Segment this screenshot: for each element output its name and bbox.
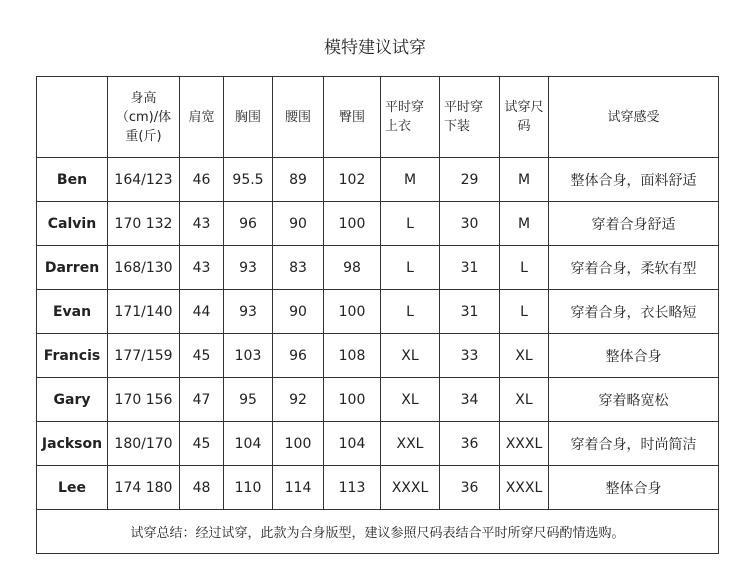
cell-waist: 83: [273, 246, 324, 290]
cell-hip: 102: [324, 158, 381, 202]
cell-usual-top: XXL: [381, 422, 440, 466]
cell-shoulder: 47: [180, 378, 224, 422]
cell-feeling: 整体合身: [549, 466, 719, 510]
cell-shoulder: 48: [180, 466, 224, 510]
cell-height-weight: 171/140: [108, 290, 180, 334]
cell-hip: 104: [324, 422, 381, 466]
cell-waist: 100: [273, 422, 324, 466]
cell-height-weight: 174 180: [108, 466, 180, 510]
cell-tried-size: XXXL: [500, 422, 549, 466]
cell-height-weight: 168/130: [108, 246, 180, 290]
cell-chest: 103: [224, 334, 273, 378]
cell-name: Lee: [37, 466, 108, 510]
cell-waist: 92: [273, 378, 324, 422]
cell-hip: 100: [324, 202, 381, 246]
header-cell-name: [37, 77, 108, 158]
cell-feeling: 整体合身，面料舒适: [549, 158, 719, 202]
cell-height-weight: 170 156: [108, 378, 180, 422]
cell-name: Calvin: [37, 202, 108, 246]
cell-waist: 90: [273, 290, 324, 334]
cell-hip: 113: [324, 466, 381, 510]
cell-usual-bottom: 29: [440, 158, 500, 202]
table-row: [37, 158, 719, 202]
cell-usual-bottom: 33: [440, 334, 500, 378]
cell-tried-size: XL: [500, 378, 549, 422]
cell-hip: 98: [324, 246, 381, 290]
cell-waist: 90: [273, 202, 324, 246]
header-row: [37, 77, 719, 158]
header-cell-hip: 臀围: [324, 77, 381, 158]
cell-chest: 104: [224, 422, 273, 466]
cell-tried-size: L: [500, 246, 549, 290]
cell-name: Ben: [37, 158, 108, 202]
cell-height-weight: 170 132: [108, 202, 180, 246]
cell-tried-size: XL: [500, 334, 549, 378]
cell-chest: 93: [224, 290, 273, 334]
fitting-table: [36, 76, 719, 554]
cell-shoulder: 46: [180, 158, 224, 202]
cell-usual-top: L: [381, 290, 440, 334]
cell-feeling: 穿着略宽松: [549, 378, 719, 422]
cell-shoulder: 43: [180, 246, 224, 290]
cell-shoulder: 45: [180, 422, 224, 466]
summary-row: [37, 510, 719, 554]
cell-name: Francis: [37, 334, 108, 378]
cell-usual-top: XXXL: [381, 466, 440, 510]
header-cell-shoulder: 肩宽: [180, 77, 224, 158]
cell-usual-bottom: 31: [440, 246, 500, 290]
cell-tried-size: L: [500, 290, 549, 334]
cell-tried-size: M: [500, 202, 549, 246]
table-row: [37, 466, 719, 510]
cell-usual-bottom: 36: [440, 466, 500, 510]
cell-height-weight: 180/170: [108, 422, 180, 466]
header-cell-usual-bottom: 平时穿 下装: [440, 77, 500, 158]
table-row: [37, 202, 719, 246]
cell-chest: 95: [224, 378, 273, 422]
table-row: [37, 290, 719, 334]
cell-hip: 100: [324, 378, 381, 422]
cell-shoulder: 45: [180, 334, 224, 378]
cell-usual-bottom: 31: [440, 290, 500, 334]
cell-feeling: 穿着合身舒适: [549, 202, 719, 246]
cell-name: Evan: [37, 290, 108, 334]
cell-height-weight: 177/159: [108, 334, 180, 378]
cell-usual-top: XL: [381, 334, 440, 378]
cell-usual-bottom: 36: [440, 422, 500, 466]
cell-name: Gary: [37, 378, 108, 422]
table-row: [37, 378, 719, 422]
page-title: 模特建议试穿: [324, 38, 426, 58]
cell-name: Darren: [37, 246, 108, 290]
cell-tried-size: XXXL: [500, 466, 549, 510]
table-row: [37, 334, 719, 378]
cell-tried-size: M: [500, 158, 549, 202]
cell-height-weight: 164/123: [108, 158, 180, 202]
cell-usual-bottom: 34: [440, 378, 500, 422]
header-cell-feeling: 试穿感受: [549, 77, 719, 158]
cell-feeling: 穿着合身，柔软有型: [549, 246, 719, 290]
cell-usual-bottom: 30: [440, 202, 500, 246]
cell-hip: 100: [324, 290, 381, 334]
cell-waist: 114: [273, 466, 324, 510]
cell-feeling: 穿着合身，衣长略短: [549, 290, 719, 334]
cell-chest: 96: [224, 202, 273, 246]
header-cell-waist: 腰围: [273, 77, 324, 158]
cell-hip: 108: [324, 334, 381, 378]
header-cell-height-weight: 身高 （cm)/体 重(斤): [108, 77, 180, 158]
header-cell-chest: 胸围: [224, 77, 273, 158]
cell-name: Jackson: [37, 422, 108, 466]
cell-shoulder: 43: [180, 202, 224, 246]
table-row: [37, 422, 719, 466]
fitting-summary: 试穿总结：经过试穿，此款为合身版型，建议参照尺码表结合平时所穿尺码酌情选购。: [37, 510, 719, 554]
cell-waist: 96: [273, 334, 324, 378]
header-cell-tried-size: 试穿尺 码: [500, 77, 549, 158]
cell-chest: 95.5: [224, 158, 273, 202]
cell-usual-top: M: [381, 158, 440, 202]
cell-shoulder: 44: [180, 290, 224, 334]
cell-usual-top: XL: [381, 378, 440, 422]
cell-chest: 110: [224, 466, 273, 510]
cell-feeling: 穿着合身，时尚简洁: [549, 422, 719, 466]
cell-feeling: 整体合身: [549, 334, 719, 378]
cell-usual-top: L: [381, 246, 440, 290]
cell-usual-top: L: [381, 202, 440, 246]
header-cell-usual-top: 平时穿 上衣: [381, 77, 440, 158]
cell-chest: 93: [224, 246, 273, 290]
table-row: [37, 246, 719, 290]
cell-waist: 89: [273, 158, 324, 202]
